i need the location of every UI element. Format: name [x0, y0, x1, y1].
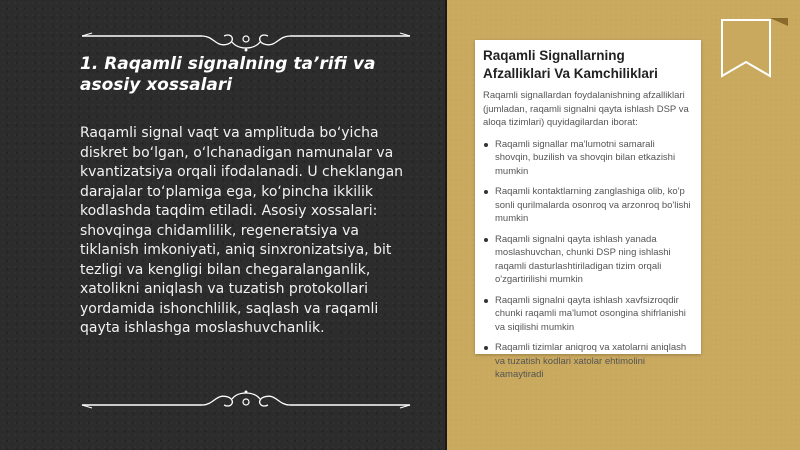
- bottom-ornament-icon: [82, 389, 410, 413]
- panel-divider: [445, 0, 447, 450]
- list-item: Raqamli tizimlar aniqroq va xatolarni aniqlash va tuzatish kodlari xatolar ehtimolini kamaytiradi: [483, 341, 691, 382]
- card-intro: Raqamli signallardan foydalanishning afzalliklari (jumladan, raqamli signalni qayta ishlash DSP va aloqa tizimlari) quyidagilardan iborat:: [483, 90, 689, 128]
- list-item: Raqamli signallar ma'lumotni samarali shovqin, buzilish va shovqin bilan etkazishi mumkin: [483, 138, 691, 179]
- bookmark-ribbon-icon: [718, 18, 788, 78]
- bullet-icon: [484, 299, 488, 303]
- list-item: Raqamli signalni qayta ishlash yanada moslashuvchan, chunki DSP ning ishlashi raqamli dasturlashtiriladigan tizim orqali o'zgartirilishi mumkin: [483, 233, 691, 287]
- slide-body-text: Raqamli signal vaqt va amplituda bo‘yicha diskret bo‘lgan, o‘lchanadigan namunalar va kvantizatsiya orqali ifodalanadi. U cheklangan darajalar to‘plamiga ega, ko‘pincha ikkilik kodlashda taqdim etiladi. Asosiy xossalari: shovqinga chidamlilik, regeneratsiya va tiklanish imkoniyati, aniq sinxronizatsiya, bit tezligi va kengligi bilan chegaralanganlik, xatolikni aniqlash va tuzatish protokollari yordamida ishonchlilik, saqlash va raqamli qayta ishlashga moslashuvchanlik.: [80, 125, 404, 336]
- card-list: [483, 138, 691, 382]
- top-ornament-icon: [82, 30, 410, 54]
- list-item: Raqamli signalni qayta ishlash xavfsizroqdir chunki raqamli ma'lumot osongina shifrlanishi va siqilishi mumkin: [483, 294, 691, 335]
- bullet-icon: [484, 346, 488, 350]
- slide-title: 1. Raqamli signalning ta’rifi va asosiy xossalari: [80, 54, 376, 95]
- info-card: [475, 40, 701, 380]
- list-item: Raqamli kontaktlarning zanglashiga olib, ko'p sonli qurilmalarda osonroq va arzonroq bo'lishi mumkin: [483, 185, 691, 226]
- bullet-icon: [484, 143, 488, 147]
- bullet-icon: [484, 238, 488, 242]
- card-heading: Raqamli Signallarning Afzalliklari Va Kamchiliklari: [483, 48, 658, 81]
- bullet-icon: [484, 190, 488, 194]
